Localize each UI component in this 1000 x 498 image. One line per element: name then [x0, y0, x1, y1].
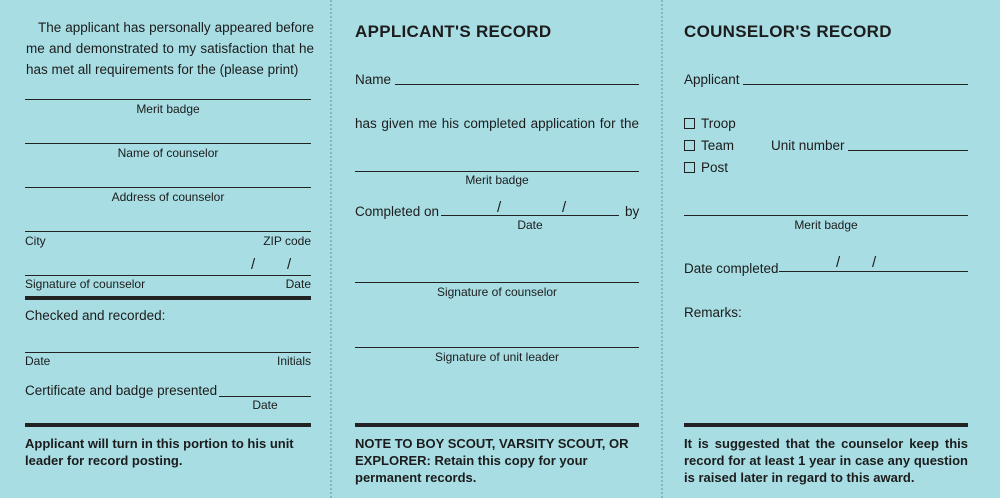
city-zip-field-line[interactable]: [25, 231, 311, 232]
applicant-label: Applicant: [684, 72, 740, 87]
date-completed-label: Date completed: [684, 261, 779, 276]
date-label: Date: [517, 218, 543, 232]
counselor-signature-field-line[interactable]: [355, 282, 639, 283]
right-footer-note: It is suggested that the counselor keep this record for at least 1 year in case any question is raised later in regard to this award.: [684, 436, 968, 485]
signature-of-unit-leader-label: Signature of unit leader: [434, 350, 560, 364]
name-label: Name: [355, 72, 392, 87]
checked-and-recorded-label: Checked and recorded:: [25, 308, 166, 323]
team-label: Team: [701, 138, 735, 153]
team-option[interactable]: [684, 138, 734, 153]
perforation-left: [330, 0, 332, 498]
left-footer-note: Applicant will turn in this portion to his unit leader for record posting.: [25, 436, 294, 468]
troop-option[interactable]: [684, 116, 736, 131]
unit-number-label: Unit number: [771, 138, 845, 153]
signature-date-field-line[interactable]: [25, 275, 311, 276]
team-checkbox[interactable]: [684, 140, 695, 151]
merit-badge-label: Merit badge: [794, 218, 858, 232]
merit-badge-label: Merit badge: [465, 173, 529, 187]
date-slash: /: [251, 256, 256, 273]
signature-of-counselor-label: Signature of counselor: [436, 285, 558, 299]
applicant-field-line[interactable]: [743, 84, 968, 85]
completed-date-field-line[interactable]: [441, 215, 619, 216]
date-label: Date: [252, 398, 278, 412]
counselor-address-field-line[interactable]: [25, 187, 311, 188]
date-slash: /: [872, 254, 877, 271]
name-field-line[interactable]: [395, 84, 639, 85]
date-label: Date: [25, 354, 51, 368]
post-label: Post: [701, 160, 729, 175]
date-slash: /: [287, 256, 292, 273]
date-slash: /: [562, 199, 567, 216]
divider-bar: [684, 423, 968, 427]
merit-badge-field-line[interactable]: [684, 215, 968, 216]
middle-footer-note: NOTE TO BOY SCOUT, VARSITY SCOUT, OR EXPLORER: Retain this copy for your permanent records.: [355, 436, 629, 485]
date-label: Date: [285, 277, 311, 291]
date-slash: /: [497, 199, 502, 216]
certificate-presented-label: Certificate and badge presented: [25, 383, 218, 398]
initials-label: Initials: [276, 354, 311, 368]
zip-code-label: ZIP code: [263, 234, 311, 248]
troop-label: Troop: [701, 116, 736, 131]
post-option[interactable]: [684, 160, 728, 175]
divider-bar: [25, 423, 311, 427]
date-completed-field-line[interactable]: [779, 271, 968, 272]
counselors-record-heading: COUNSELOR'S RECORD: [684, 22, 892, 41]
unit-leader-signature-field-line[interactable]: [355, 347, 639, 348]
address-of-counselor-label: Address of counselor: [111, 190, 225, 204]
city-label: City: [25, 234, 46, 248]
given-application-text: has given me his completed application for the: [355, 116, 639, 131]
by-label: by: [625, 204, 640, 219]
counselor-name-field-line[interactable]: [25, 143, 311, 144]
post-checkbox[interactable]: [684, 162, 695, 173]
applicants-record-heading: APPLICANT'S RECORD: [355, 22, 552, 41]
signature-of-counselor-label: Signature of counselor: [25, 277, 146, 291]
remarks-label: Remarks:: [684, 305, 742, 320]
perforation-right: [661, 0, 663, 498]
checked-date-field-line[interactable]: [25, 352, 311, 353]
merit-badge-field-line[interactable]: [25, 99, 311, 100]
merit-badge-label: Merit badge: [136, 102, 200, 116]
completed-on-label: Completed on: [355, 204, 440, 219]
name-of-counselor-label: Name of counselor: [117, 146, 219, 160]
unit-number-field-line[interactable]: [848, 150, 968, 151]
divider-bar: [25, 296, 311, 300]
divider-bar: [355, 423, 639, 427]
troop-checkbox[interactable]: [684, 118, 695, 129]
date-slash: /: [836, 254, 841, 271]
applicant-statement: The applicant has personally appeared before me and demonstrated to my satisfaction that he has met all requirements for the (please print): [26, 20, 314, 77]
certificate-date-field-line[interactable]: [219, 396, 311, 397]
merit-badge-field-line[interactable]: [355, 171, 639, 172]
